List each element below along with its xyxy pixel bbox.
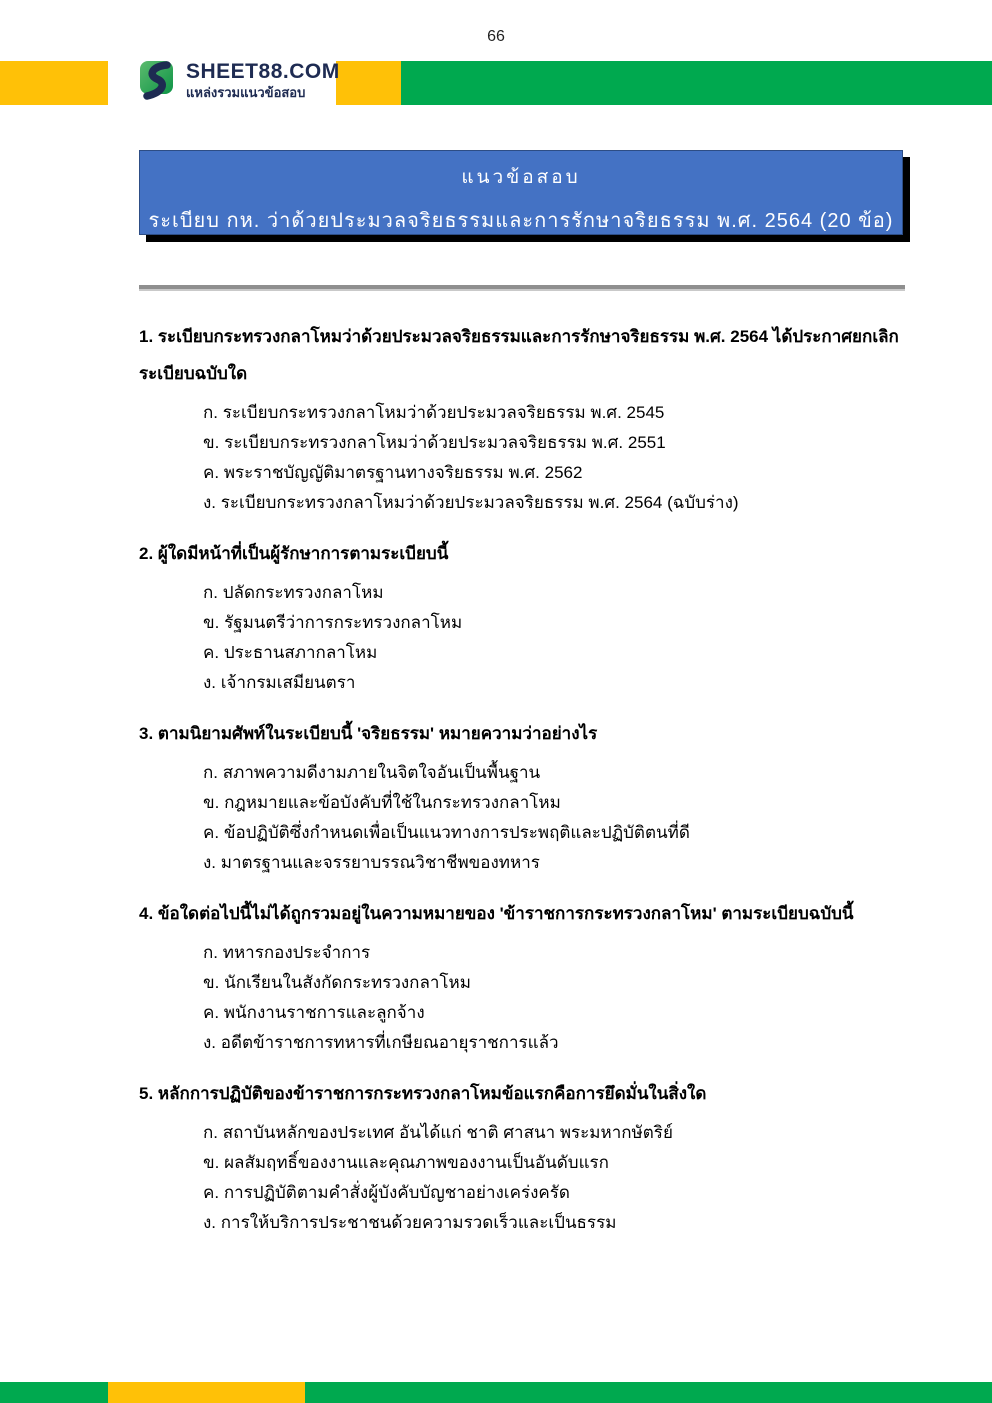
question-3-option-d: ง. มาตรฐานและจรรยาบรรณวิชาชีพของทหาร [203, 853, 540, 872]
brand-name: SHEET88.COM [186, 59, 340, 83]
header-bar-yellow-left [0, 61, 108, 105]
question-2-option-d: ง. เจ้ากรมเสมียนตรา [203, 673, 356, 692]
section-divider [139, 285, 905, 291]
questions-list [139, 318, 907, 1255]
question-3-option-c: ค. ข้อปฏิบัติซึ่งกำหนดเพื่อเป็นแนวทางการประพฤติและปฏิบัติตนที่ดี [203, 823, 690, 842]
question-4-option-b: ข. นักเรียนในสังกัดกระทรวงกลาโหม [203, 973, 471, 992]
question-5-option-a: ก. สถาบันหลักของประเทศ อันได้แก่ ชาติ ศาสนา พระมหากษัตริย์ [203, 1123, 673, 1142]
footer-bar [0, 1382, 992, 1403]
question-4 [139, 895, 907, 1058]
question-1-option-d: ง. ระเบียบกระทรวงกลาโหมว่าด้วยประมวลจริยธรรม พ.ศ. 2564 (ฉบับร่าง) [203, 493, 739, 512]
question-2 [139, 535, 907, 698]
footer-bar-green-left [0, 1382, 108, 1403]
question-1-options [203, 398, 907, 518]
question-1-text: 1. ระเบียบกระทรวงกลาโหมว่าด้วยประมวลจริยธรรมและการรักษาจริยธรรม พ.ศ. 2564 ได้ประกาศยกเลิกระเบียบฉบับใด [139, 327, 899, 383]
question-4-option-c: ค. พนักงานราชการและลูกจ้าง [203, 1003, 425, 1022]
question-1-option-a: ก. ระเบียบกระทรวงกลาโหมว่าด้วยประมวลจริยธรรม พ.ศ. 2545 [203, 403, 665, 422]
question-1-option-c: ค. พระราชบัญญัติมาตรฐานทางจริยธรรม พ.ศ. 2562 [203, 463, 583, 482]
question-2-option-b: ข. รัฐมนตรีว่าการกระทรวงกลาโหม [203, 613, 463, 632]
footer-bar-yellow [108, 1382, 305, 1403]
question-2-text: 2. ผู้ใดมีหน้าที่เป็นผู้รักษาการตามระเบียบนี้ [139, 544, 449, 563]
question-3 [139, 715, 907, 878]
question-5-options [203, 1118, 907, 1238]
question-4-option-d: ง. อดีตข้าราชการทหารที่เกษียณอายุราชการแล้ว [203, 1033, 559, 1052]
question-4-text: 4. ข้อใดต่อไปนี้ไม่ได้ถูกรวมอยู่ในความหมายของ 'ข้าราชการกระทรวงกลาโหม' ตามระเบียบฉบับนี้ [139, 904, 854, 923]
question-3-option-a: ก. สภาพความดีงามภายในจิตใจอันเป็นพื้นฐาน [203, 763, 541, 782]
s-swoosh-icon [136, 58, 176, 102]
question-1-option-b: ข. ระเบียบกระทรวงกลาโหมว่าด้วยประมวลจริยธรรม พ.ศ. 2551 [203, 433, 666, 452]
page-number: 66 [487, 28, 505, 45]
brand-logo [136, 54, 340, 106]
question-3-text: 3. ตามนิยามศัพท์ในระเบียบนี้ 'จริยธรรม' หมายความว่าอย่างไร [139, 724, 598, 743]
footer-bar-green-right [305, 1382, 992, 1403]
question-5 [139, 1075, 907, 1238]
question-5-option-d: ง. การให้บริการประชาชนด้วยความรวดเร็วและเป็นธรรม [203, 1213, 617, 1232]
title-subject: ระเบียบ กห. ว่าด้วยประมวลจริยธรรมและการรักษาจริยธรรม พ.ศ. 2564 (20 ข้อ) [148, 210, 894, 232]
question-4-option-a: ก. ทหารกองประจำการ [203, 943, 371, 962]
brand-text [186, 61, 340, 100]
question-5-option-b: ข. ผลสัมฤทธิ์ของงานและคุณภาพของงานเป็นอันดับแรก [203, 1153, 609, 1172]
question-5-text: 5. หลักการปฏิบัติของข้าราชการกระทรวงกลาโหมข้อแรกคือการยึดมั่นในสิ่งใด [139, 1084, 707, 1103]
question-4-options [203, 938, 907, 1058]
header-bar-yellow-mid [336, 61, 401, 105]
question-2-options [203, 578, 907, 698]
title-heading: แนวข้อสอบ [461, 167, 581, 188]
title-box [139, 150, 903, 235]
header-bar-green [401, 61, 992, 105]
question-3-option-b: ข. กฎหมายและข้อบังคับที่ใช้ในกระทรวงกลาโหม [203, 793, 561, 812]
question-2-option-c: ค. ประธานสภากลาโหม [203, 643, 378, 662]
question-1 [139, 318, 907, 518]
question-5-option-c: ค. การปฏิบัติตามคำสั่งผู้บังคับบัญชาอย่างเคร่งครัด [203, 1183, 570, 1202]
question-2-option-a: ก. ปลัดกระทรวงกลาโหม [203, 583, 384, 602]
question-3-options [203, 758, 907, 878]
brand-tagline: แหล่งรวมแนวข้อสอบ [186, 84, 306, 100]
